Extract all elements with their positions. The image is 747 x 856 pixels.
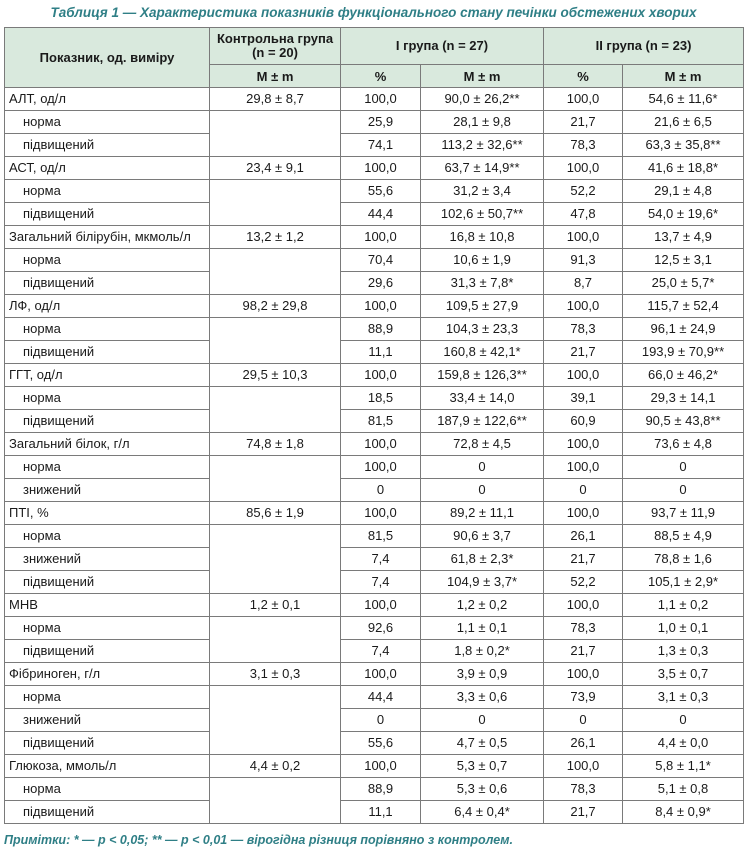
group2-percent-cell: 78,3 bbox=[544, 134, 623, 157]
control-cell bbox=[210, 341, 341, 364]
indicator-cell: норма bbox=[5, 686, 210, 709]
group2-mean-cell: 63,3 ± 35,8** bbox=[623, 134, 744, 157]
group1-mean-cell: 6,4 ± 0,4* bbox=[421, 801, 544, 824]
group1-mean-cell: 0 bbox=[421, 479, 544, 502]
table-row bbox=[5, 88, 744, 111]
table-row bbox=[5, 433, 744, 456]
group1-mean-cell: 102,6 ± 50,7** bbox=[421, 203, 544, 226]
group2-percent-cell: 100,0 bbox=[544, 88, 623, 111]
group1-mean-cell: 63,7 ± 14,9** bbox=[421, 157, 544, 180]
indicator-cell: норма bbox=[5, 387, 210, 410]
table-row bbox=[5, 226, 744, 249]
indicator-cell: знижений bbox=[5, 548, 210, 571]
control-cell bbox=[210, 548, 341, 571]
group1-mean-cell: 31,3 ± 7,8* bbox=[421, 272, 544, 295]
group1-percent-cell: 11,1 bbox=[341, 801, 421, 824]
control-cell bbox=[210, 571, 341, 594]
control-cell bbox=[210, 249, 341, 272]
table-footnote: Примітки: * — p < 0,05; ** — p < 0,01 — вірогідна різниця порівняно з контролем. bbox=[4, 833, 513, 847]
group2-percent-cell: 26,1 bbox=[544, 732, 623, 755]
group1-mean-cell: 104,3 ± 23,3 bbox=[421, 318, 544, 341]
indicator-cell: Глюкоза, ммоль/л bbox=[5, 755, 210, 778]
group1-mean-cell: 1,2 ± 0,2 bbox=[421, 594, 544, 617]
group1-percent-cell: 100,0 bbox=[341, 433, 421, 456]
group1-mean-cell: 72,8 ± 4,5 bbox=[421, 433, 544, 456]
indicator-cell: підвищений bbox=[5, 732, 210, 755]
group2-percent-cell: 100,0 bbox=[544, 157, 623, 180]
group1-mean-cell: 33,4 ± 14,0 bbox=[421, 387, 544, 410]
group2-percent-cell: 100,0 bbox=[544, 456, 623, 479]
group1-mean-cell: 4,7 ± 0,5 bbox=[421, 732, 544, 755]
control-cell bbox=[210, 318, 341, 341]
group1-percent-cell: 100,0 bbox=[341, 364, 421, 387]
header-group1: I група (n = 27) bbox=[341, 28, 544, 65]
group1-percent-cell: 44,4 bbox=[341, 686, 421, 709]
group1-mean-cell: 16,8 ± 10,8 bbox=[421, 226, 544, 249]
subheader-group2-percent: % bbox=[544, 65, 623, 88]
table-row bbox=[5, 111, 744, 134]
group1-percent-cell: 0 bbox=[341, 479, 421, 502]
liver-function-table bbox=[4, 27, 744, 824]
control-cell bbox=[210, 203, 341, 226]
group2-percent-cell: 91,3 bbox=[544, 249, 623, 272]
indicator-cell: ЛФ, од/л bbox=[5, 295, 210, 318]
group1-percent-cell: 25,9 bbox=[341, 111, 421, 134]
group1-mean-cell: 159,8 ± 126,3** bbox=[421, 364, 544, 387]
group1-mean-cell: 31,2 ± 3,4 bbox=[421, 180, 544, 203]
table-body bbox=[5, 88, 744, 824]
group1-percent-cell: 11,1 bbox=[341, 341, 421, 364]
group2-mean-cell: 0 bbox=[623, 456, 744, 479]
group1-percent-cell: 100,0 bbox=[341, 594, 421, 617]
control-cell bbox=[210, 456, 341, 479]
group2-mean-cell: 66,0 ± 46,2* bbox=[623, 364, 744, 387]
subheader-control-mm: M ± m bbox=[210, 65, 341, 88]
group2-percent-cell: 47,8 bbox=[544, 203, 623, 226]
group2-mean-cell: 1,0 ± 0,1 bbox=[623, 617, 744, 640]
indicator-cell: АЛТ, од/л bbox=[5, 88, 210, 111]
group2-percent-cell: 78,3 bbox=[544, 778, 623, 801]
group2-mean-cell: 4,4 ± 0,0 bbox=[623, 732, 744, 755]
group1-percent-cell: 81,5 bbox=[341, 525, 421, 548]
indicator-cell: норма bbox=[5, 778, 210, 801]
indicator-cell: МНВ bbox=[5, 594, 210, 617]
table-row bbox=[5, 134, 744, 157]
indicator-cell: Загальний білірубін, мкмоль/л bbox=[5, 226, 210, 249]
control-cell bbox=[210, 778, 341, 801]
group1-mean-cell: 28,1 ± 9,8 bbox=[421, 111, 544, 134]
indicator-cell: норма bbox=[5, 249, 210, 272]
table-row bbox=[5, 571, 744, 594]
subheader-group1-percent: % bbox=[341, 65, 421, 88]
group2-mean-cell: 0 bbox=[623, 479, 744, 502]
control-cell bbox=[210, 525, 341, 548]
group2-mean-cell: 21,6 ± 6,5 bbox=[623, 111, 744, 134]
group2-mean-cell: 0 bbox=[623, 709, 744, 732]
group1-percent-cell: 81,5 bbox=[341, 410, 421, 433]
group2-mean-cell: 29,3 ± 14,1 bbox=[623, 387, 744, 410]
group2-percent-cell: 100,0 bbox=[544, 364, 623, 387]
group1-mean-cell: 89,2 ± 11,1 bbox=[421, 502, 544, 525]
table-row bbox=[5, 640, 744, 663]
group1-percent-cell: 100,0 bbox=[341, 663, 421, 686]
table-row bbox=[5, 249, 744, 272]
group1-percent-cell: 7,4 bbox=[341, 640, 421, 663]
table-row bbox=[5, 778, 744, 801]
indicator-cell: АСТ, од/л bbox=[5, 157, 210, 180]
group2-mean-cell: 13,7 ± 4,9 bbox=[623, 226, 744, 249]
group1-mean-cell: 5,3 ± 0,7 bbox=[421, 755, 544, 778]
group2-mean-cell: 96,1 ± 24,9 bbox=[623, 318, 744, 341]
group1-mean-cell: 0 bbox=[421, 456, 544, 479]
control-cell bbox=[210, 272, 341, 295]
group2-percent-cell: 100,0 bbox=[544, 755, 623, 778]
table-row bbox=[5, 410, 744, 433]
control-cell bbox=[210, 180, 341, 203]
indicator-cell: підвищений bbox=[5, 134, 210, 157]
group2-percent-cell: 0 bbox=[544, 479, 623, 502]
header-indicator: Показник, од. виміру bbox=[5, 28, 210, 88]
indicator-cell: норма bbox=[5, 180, 210, 203]
group2-mean-cell: 93,7 ± 11,9 bbox=[623, 502, 744, 525]
group2-mean-cell: 8,4 ± 0,9* bbox=[623, 801, 744, 824]
group1-percent-cell: 100,0 bbox=[341, 295, 421, 318]
group2-percent-cell: 0 bbox=[544, 709, 623, 732]
group2-mean-cell: 3,1 ± 0,3 bbox=[623, 686, 744, 709]
control-cell: 13,2 ± 1,2 bbox=[210, 226, 341, 249]
group2-mean-cell: 29,1 ± 4,8 bbox=[623, 180, 744, 203]
group1-mean-cell: 3,9 ± 0,9 bbox=[421, 663, 544, 686]
group1-percent-cell: 100,0 bbox=[341, 88, 421, 111]
indicator-cell: підвищений bbox=[5, 203, 210, 226]
group1-percent-cell: 100,0 bbox=[341, 226, 421, 249]
group1-percent-cell: 88,9 bbox=[341, 778, 421, 801]
group1-mean-cell: 113,2 ± 32,6** bbox=[421, 134, 544, 157]
table-row bbox=[5, 387, 744, 410]
group1-percent-cell: 18,5 bbox=[341, 387, 421, 410]
table-row bbox=[5, 502, 744, 525]
control-cell bbox=[210, 387, 341, 410]
group1-percent-cell: 29,6 bbox=[341, 272, 421, 295]
table-row bbox=[5, 663, 744, 686]
indicator-cell: норма bbox=[5, 456, 210, 479]
group2-mean-cell: 78,8 ± 1,6 bbox=[623, 548, 744, 571]
group2-percent-cell: 100,0 bbox=[544, 433, 623, 456]
control-cell: 1,2 ± 0,1 bbox=[210, 594, 341, 617]
group1-percent-cell: 88,9 bbox=[341, 318, 421, 341]
group1-percent-cell: 55,6 bbox=[341, 732, 421, 755]
group1-mean-cell: 104,9 ± 3,7* bbox=[421, 571, 544, 594]
group1-mean-cell: 0 bbox=[421, 709, 544, 732]
group2-mean-cell: 115,7 ± 52,4 bbox=[623, 295, 744, 318]
group1-mean-cell: 109,5 ± 27,9 bbox=[421, 295, 544, 318]
group1-percent-cell: 92,6 bbox=[341, 617, 421, 640]
table-caption: Таблиця 1 — Характеристика показників функціонального стану печінки обстежених хворих bbox=[50, 5, 697, 20]
group2-percent-cell: 39,1 bbox=[544, 387, 623, 410]
indicator-cell: підвищений bbox=[5, 410, 210, 433]
table-row bbox=[5, 755, 744, 778]
control-cell: 29,5 ± 10,3 bbox=[210, 364, 341, 387]
indicator-cell: підвищений bbox=[5, 341, 210, 364]
table-row bbox=[5, 295, 744, 318]
group1-mean-cell: 1,8 ± 0,2* bbox=[421, 640, 544, 663]
group1-percent-cell: 7,4 bbox=[341, 548, 421, 571]
table-row bbox=[5, 594, 744, 617]
table-row bbox=[5, 525, 744, 548]
indicator-cell: норма bbox=[5, 525, 210, 548]
group2-mean-cell: 5,8 ± 1,1* bbox=[623, 755, 744, 778]
group1-percent-cell: 44,4 bbox=[341, 203, 421, 226]
group2-mean-cell: 193,9 ± 70,9** bbox=[623, 341, 744, 364]
group1-mean-cell: 61,8 ± 2,3* bbox=[421, 548, 544, 571]
group2-mean-cell: 54,0 ± 19,6* bbox=[623, 203, 744, 226]
indicator-cell: норма bbox=[5, 318, 210, 341]
control-cell: 4,4 ± 0,2 bbox=[210, 755, 341, 778]
control-cell bbox=[210, 134, 341, 157]
indicator-cell: Фібриноген, г/л bbox=[5, 663, 210, 686]
indicator-cell: підвищений bbox=[5, 801, 210, 824]
group1-percent-cell: 74,1 bbox=[341, 134, 421, 157]
control-cell bbox=[210, 479, 341, 502]
table-row bbox=[5, 456, 744, 479]
group1-mean-cell: 3,3 ± 0,6 bbox=[421, 686, 544, 709]
control-cell bbox=[210, 410, 341, 433]
group1-mean-cell: 5,3 ± 0,6 bbox=[421, 778, 544, 801]
group1-percent-cell: 0 bbox=[341, 709, 421, 732]
control-cell bbox=[210, 801, 341, 824]
control-cell bbox=[210, 732, 341, 755]
group1-percent-cell: 100,0 bbox=[341, 755, 421, 778]
group2-percent-cell: 100,0 bbox=[544, 594, 623, 617]
group2-percent-cell: 21,7 bbox=[544, 801, 623, 824]
group2-percent-cell: 52,2 bbox=[544, 180, 623, 203]
group2-mean-cell: 1,1 ± 0,2 bbox=[623, 594, 744, 617]
group2-percent-cell: 100,0 bbox=[544, 226, 623, 249]
indicator-cell: знижений bbox=[5, 709, 210, 732]
control-cell: 23,4 ± 9,1 bbox=[210, 157, 341, 180]
table-row bbox=[5, 203, 744, 226]
group2-mean-cell: 25,0 ± 5,7* bbox=[623, 272, 744, 295]
group2-mean-cell: 1,3 ± 0,3 bbox=[623, 640, 744, 663]
group2-mean-cell: 54,6 ± 11,6* bbox=[623, 88, 744, 111]
group2-mean-cell: 105,1 ± 2,9* bbox=[623, 571, 744, 594]
indicator-cell: норма bbox=[5, 617, 210, 640]
group1-percent-cell: 55,6 bbox=[341, 180, 421, 203]
group1-mean-cell: 160,8 ± 42,1* bbox=[421, 341, 544, 364]
table-row bbox=[5, 617, 744, 640]
indicator-cell: знижений bbox=[5, 479, 210, 502]
group1-mean-cell: 187,9 ± 122,6** bbox=[421, 410, 544, 433]
table-row bbox=[5, 157, 744, 180]
group2-percent-cell: 78,3 bbox=[544, 318, 623, 341]
group1-percent-cell: 100,0 bbox=[341, 456, 421, 479]
table-row bbox=[5, 341, 744, 364]
group2-mean-cell: 73,6 ± 4,8 bbox=[623, 433, 744, 456]
table-row bbox=[5, 709, 744, 732]
indicator-cell: ГГТ, од/л bbox=[5, 364, 210, 387]
table-row bbox=[5, 479, 744, 502]
group2-mean-cell: 41,6 ± 18,8* bbox=[623, 157, 744, 180]
table-row bbox=[5, 801, 744, 824]
indicator-cell: норма bbox=[5, 111, 210, 134]
group2-percent-cell: 21,7 bbox=[544, 341, 623, 364]
control-cell bbox=[210, 709, 341, 732]
group1-percent-cell: 7,4 bbox=[341, 571, 421, 594]
control-cell: 98,2 ± 29,8 bbox=[210, 295, 341, 318]
group2-percent-cell: 21,7 bbox=[544, 111, 623, 134]
control-cell: 3,1 ± 0,3 bbox=[210, 663, 341, 686]
indicator-cell: підвищений bbox=[5, 571, 210, 594]
indicator-cell: підвищений bbox=[5, 640, 210, 663]
table-row bbox=[5, 364, 744, 387]
control-cell bbox=[210, 640, 341, 663]
subheader-group1-mm: M ± m bbox=[421, 65, 544, 88]
group1-mean-cell: 10,6 ± 1,9 bbox=[421, 249, 544, 272]
table-row bbox=[5, 732, 744, 755]
indicator-cell: ПТІ, % bbox=[5, 502, 210, 525]
control-cell: 74,8 ± 1,8 bbox=[210, 433, 341, 456]
group1-mean-cell: 90,0 ± 26,2** bbox=[421, 88, 544, 111]
group1-mean-cell: 90,6 ± 3,7 bbox=[421, 525, 544, 548]
control-cell bbox=[210, 686, 341, 709]
group2-percent-cell: 78,3 bbox=[544, 617, 623, 640]
header-control: Контрольна група (n = 20) bbox=[210, 28, 341, 65]
group2-percent-cell: 21,7 bbox=[544, 640, 623, 663]
table-row bbox=[5, 548, 744, 571]
table-row bbox=[5, 272, 744, 295]
group2-percent-cell: 52,2 bbox=[544, 571, 623, 594]
group1-mean-cell: 1,1 ± 0,1 bbox=[421, 617, 544, 640]
subheader-group2-mm: M ± m bbox=[623, 65, 744, 88]
group2-percent-cell: 100,0 bbox=[544, 663, 623, 686]
group2-mean-cell: 88,5 ± 4,9 bbox=[623, 525, 744, 548]
table-row bbox=[5, 318, 744, 341]
header-group2: II група (n = 23) bbox=[544, 28, 744, 65]
control-cell: 29,8 ± 8,7 bbox=[210, 88, 341, 111]
indicator-cell: Загальний білок, г/л bbox=[5, 433, 210, 456]
group2-mean-cell: 90,5 ± 43,8** bbox=[623, 410, 744, 433]
table-row bbox=[5, 180, 744, 203]
group1-percent-cell: 70,4 bbox=[341, 249, 421, 272]
group2-percent-cell: 8,7 bbox=[544, 272, 623, 295]
group2-mean-cell: 5,1 ± 0,8 bbox=[623, 778, 744, 801]
indicator-cell: підвищений bbox=[5, 272, 210, 295]
group2-percent-cell: 26,1 bbox=[544, 525, 623, 548]
group2-percent-cell: 60,9 bbox=[544, 410, 623, 433]
group1-percent-cell: 100,0 bbox=[341, 502, 421, 525]
group2-percent-cell: 100,0 bbox=[544, 502, 623, 525]
control-cell bbox=[210, 617, 341, 640]
group2-percent-cell: 100,0 bbox=[544, 295, 623, 318]
group2-percent-cell: 21,7 bbox=[544, 548, 623, 571]
group2-mean-cell: 12,5 ± 3,1 bbox=[623, 249, 744, 272]
group2-percent-cell: 73,9 bbox=[544, 686, 623, 709]
group2-mean-cell: 3,5 ± 0,7 bbox=[623, 663, 744, 686]
control-cell: 85,6 ± 1,9 bbox=[210, 502, 341, 525]
control-cell bbox=[210, 111, 341, 134]
table-row bbox=[5, 686, 744, 709]
group1-percent-cell: 100,0 bbox=[341, 157, 421, 180]
